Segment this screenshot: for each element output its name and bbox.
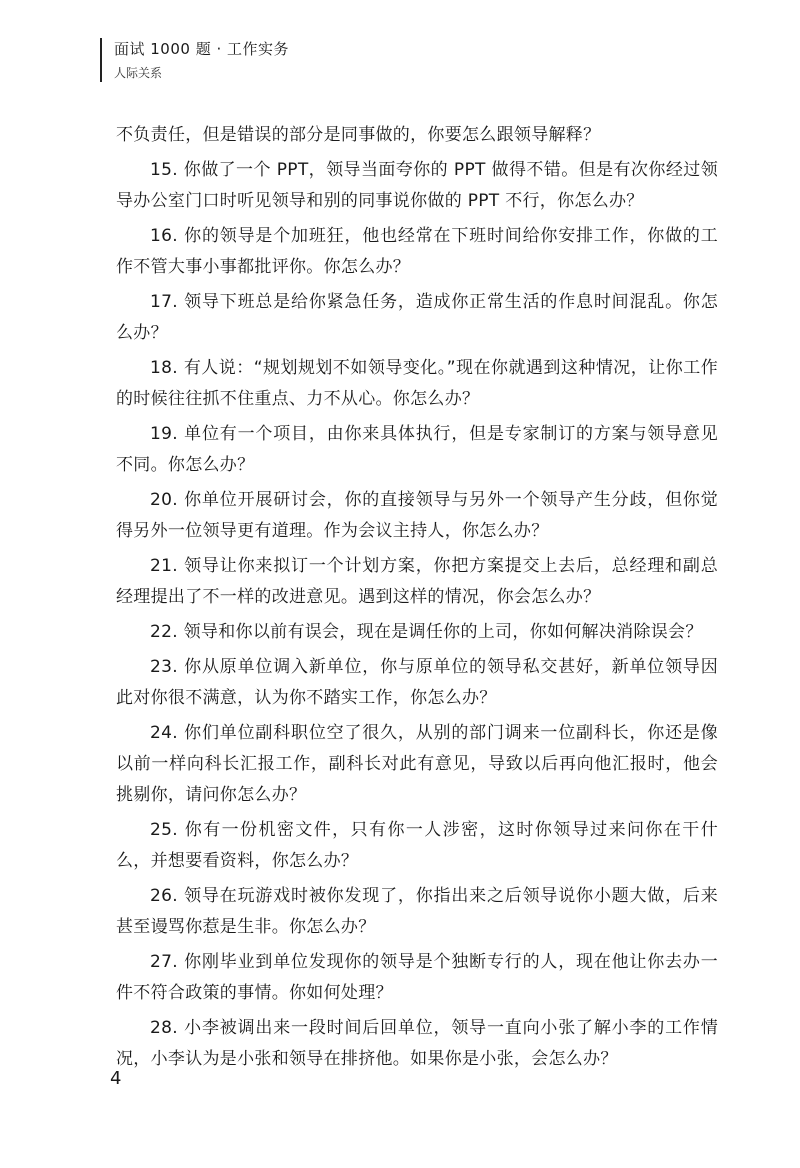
- paragraph-continuation: 不负责任，但是错误的部分是同事做的，你要怎么跟领导解释？: [116, 125, 601, 145]
- question-19: 19. 单位有一个项目，由你来具体执行，但是专家制订的方案与领导意见不同。你怎么办？: [116, 424, 718, 475]
- question-27: 27. 你刚毕业到单位发现你的领导是个独断专行的人，现在他让你去办一件不符合政策的事情。你如何处理？: [116, 952, 718, 1003]
- chapter-title: 人际关系: [114, 66, 163, 80]
- question-26: 26. 领导在玩游戏时被你发现了，你指出来之后领导说你小题大做，后来甚至谩骂你惹是生非。你怎么办？: [116, 886, 718, 937]
- question-24: 24. 你们单位副科职位空了很久，从别的部门调来一位副科长，你还是像以前一样向科长汇报工作，副科长对此有意见，导致以后再向他汇报时，他会挑剔你，请问你怎么办？: [116, 723, 718, 805]
- question-25: 25. 你有一份机密文件，只有你一人涉密，这时你领导过来问你在干什么，并想要看资料，你怎么办？: [116, 820, 718, 871]
- question-20: 20. 你单位开展研讨会，你的直接领导与另外一个领导产生分歧，但你觉得另外一位领导更有道理。作为会议主持人，你怎么办？: [116, 490, 718, 541]
- page-number: 4: [110, 1068, 122, 1089]
- header-rule: [100, 38, 102, 82]
- question-23: 23. 你从原单位调入新单位，你与原单位的领导私交甚好，新单位领导因此对你很不满意，认为你不踏实工作，你怎么办？: [116, 657, 718, 708]
- question-28: 28. 小李被调出来一段时间后回单位，领导一直向小张了解小李的工作情况，小李认为是小张和领导在排挤他。如果你是小张，会怎么办？: [116, 1018, 718, 1069]
- book-title: 面试 1000 题 · 工作实务: [114, 40, 290, 58]
- question-17: 17. 领导下班总是给你紧急任务，造成你正常生活的作息时间混乱。你怎么办？: [116, 292, 718, 343]
- question-21: 21. 领导让你来拟订一个计划方案，你把方案提交上去后，总经理和副总经理提出了不一样的改进意见。遇到这样的情况，你会怎么办？: [116, 556, 718, 607]
- question-15: 15. 你做了一个 PPT，领导当面夸你的 PPT 做得不错。但是有次你经过领导办公室门口时听见领导和别的同事说你做的 PPT 不行，你怎么办？: [116, 160, 718, 211]
- question-22: 22. 领导和你以前有误会，现在是调任你的上司，你如何解决消除误会？: [150, 622, 703, 642]
- body-text: [116, 120, 718, 1079]
- question-16: 16. 你的领导是个加班狂，他也经常在下班时间给你安排工作，你做的工作不管大事小事都批评你。你怎么办？: [116, 226, 718, 277]
- question-18: 18. 有人说：“规划规划不如领导变化。”现在你就遇到这种情况，让你工作的时候往往抓不住重点、力不从心。你怎么办？: [116, 358, 718, 409]
